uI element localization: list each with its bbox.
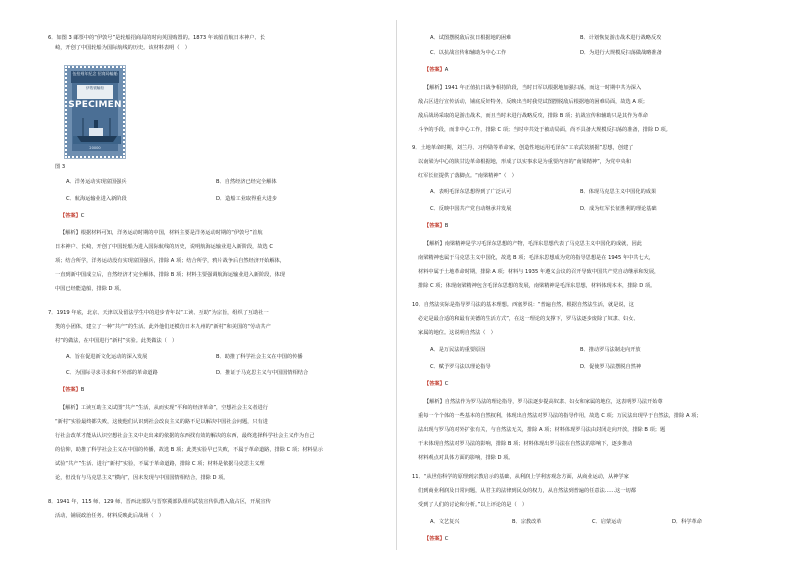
q11-answer-tag: 【答案】 (424, 536, 445, 542)
q7-stem-line-3: 村”的做法，在中国进行“新村”实验。此类做法（ ） (55, 338, 178, 344)
q6-answer-tag: 【答案】 (60, 213, 81, 219)
q9-option-b: B．体现马克思主义中国化的成果 (580, 189, 657, 195)
q10-option-d: D．促使罗马法摆脱自然神 (580, 364, 642, 370)
q7-stem-line-2: 类的小团体，建立了一种“共产”的生活。此外他们还模仿日本九州的“新村”和美国的“劳动共产 (55, 324, 271, 330)
q10-analysis-5: 材料观点对具体方面的影响，排除 D 项。 (418, 455, 514, 461)
q8-answer-tag: 【答案】 (424, 67, 445, 73)
q6-analysis-5: 中国已经能造船，排除 D 项。 (55, 286, 125, 292)
q7-stem-line-1: 7．1919 年底，北京、天津以及留法学生中的进步青年以“工读、互助”为宗旨，组织了互助社一 (48, 310, 269, 316)
q7-analysis-3: 行社会改革才能从认识空想社会主义中走出来的依据的东西找有效的解决的东西，最终选择科学社会主义作为自己 (55, 433, 315, 439)
q6-answer (60, 214, 84, 219)
q6-stem-line-1: 6．如图 3 邮票中的“伊敦号”是轮船招商局的时向英国购置的。1873 年该船首航日本神户、长 (48, 35, 265, 41)
q6-stem-line-2: 崎，开创了中国轮船为国际航线的历史。该材料表明（ ） (55, 45, 190, 51)
q8-stem-line-1: 8．1941 年，115 师、129 师、晋西北部队与晋察冀部队组织武装宣传队潜入敌占区，开展宣传 (48, 499, 271, 505)
q10-analysis-4: 干未体现自然法对罗马法的影响，排除 B 项；材料体现出罗马法在自然法的影响下，逐步推动 (418, 441, 633, 447)
q9-answer (424, 224, 448, 229)
q7-analysis-4: 的信仰，助推了科学社会主义在中国的传播，故选 B 项；此类实验早已失败，不属于革命道路，排除 C 项；材料显示 (55, 447, 323, 453)
stamp-panel: 伊敦號輪船 (77, 85, 113, 99)
q9-stem-line-3: 红军长征提供了落脚点。“南梁精神”（ ） (418, 173, 517, 179)
q6-answer-value: C (80, 213, 85, 219)
q11-stem-line-3: 受到了人们的讨论和分析。”以上评论的是（ ） (418, 502, 528, 508)
q10-stem-line-3: 家属的地位。这说明自然法（ ） (418, 330, 496, 336)
q6-option-b: B．自然经济已经完全解体 (216, 179, 277, 185)
q7-analysis-5: 试验“共产”生活、进行“新村”实验，不属于革命道路，排除 C 项；材料是依据马克思主义理 (55, 461, 265, 467)
q11-option-a: A．文艺复兴 (430, 519, 460, 525)
q10-option-c: C．赋予罗马法以理论指导 (430, 364, 491, 370)
q6-option-d: D．造船工业取得重大进步 (216, 196, 278, 202)
q11-option-c: C．启蒙运动 (592, 519, 622, 525)
ship-icon (73, 116, 121, 144)
q11-stem-line-1: 11．“从世俗科学的原理到宗教启示的基础，从利润上学利害观念方面，从商业运动，从神学家 (412, 474, 629, 480)
q9-answer-tag: 【答案】 (424, 223, 445, 229)
q11-option-d: D．科学革命 (672, 519, 702, 525)
right-column (412, 0, 762, 562)
q10-answer-tag: 【答案】 (424, 381, 445, 387)
q7-option-d: D．推证于马克思主义与中国国情相结合 (216, 370, 309, 376)
q6-option-a: A．洋务运动实现富国强兵 (66, 179, 127, 185)
q10-option-a: A．是万民法的重要原因 (430, 347, 486, 353)
stamp-overprint: SPECIMEN (68, 100, 122, 110)
q7-analysis-6: 论，但没有与马克思主义“横向”，因未发现与中国国情相结合，排除 D 项。 (55, 475, 229, 481)
q8-analysis-2: 敌占区进行宣传活动，铺底反奸特务，反映出当时我党试图摆脱敌后根据地的困难局面，故选 A 项； (418, 99, 648, 105)
q11-option-b: B．宗教改革 (512, 519, 542, 525)
q7-option-c: C．为国际寻求寻求和不外部的革命道路 (66, 370, 158, 376)
q8-option-a: A．试图摆脱敌后抗日根据地的困难 (430, 35, 512, 41)
q9-analysis-2: 南梁精神也属于马克思主义中国化，故选 B 项；毛泽东思想成为党的指导思想是在 1945 年中共七大， (418, 255, 655, 261)
q8-option-b: B．计划恢复游击战术进行战略反攻 (580, 35, 662, 41)
q6-figure-label: 图 3 (55, 164, 66, 170)
q8-option-d: D．为进行大规模反扫荡做战略准备 (580, 50, 662, 56)
stamp-image (65, 66, 125, 158)
q9-answer-value: B (444, 223, 449, 229)
q10-option-b: B．推动罗马法制走向开放 (580, 347, 641, 353)
q9-option-d: D．成为红军长征胜利的理论基础 (580, 206, 657, 212)
q9-analysis-1: 【解析】南梁精神是学习毛泽东思想的产物，毛泽东思想代表了马克思主义中国化的成就，因此 (424, 241, 642, 247)
left-column (36, 0, 378, 562)
q8-analysis-1: 【解析】1941 年正值抗日战争相持阶段，当时日军以根据地加强扫荡，而这一时期中共为深入 (424, 85, 642, 91)
q10-answer (424, 382, 448, 387)
stamp-value: 20000 (89, 146, 101, 150)
q6-analysis-1: 【解析】根据材料可知，洋务运动时期的中国，材料主要是洋务运动时期的“伊敦号”首航 (60, 230, 263, 236)
q8-analysis-3: 敌后战场采取的是游击战术，而且当时未进行战略反攻，排除 B 项；抗战宣传和辅助只是其作为革命 (418, 113, 648, 119)
q9-option-c: C．反映中国共产党自动继承并发展 (430, 206, 512, 212)
q7-answer-tag: 【答案】 (60, 387, 81, 393)
q7-analysis-2: “新村”实验最终都失败，这使他们认识到社会改良主义的路不足以解决中国社会问题，只有进 (55, 419, 268, 425)
q10-analysis-2: 重每一个个体的一些基本的自然权利，体现出自然法对罗马法的指导作用，故选 C 项；万民法出现早于自然法，排除 A 项； (418, 413, 702, 419)
q9-stem-line-1: 9．土地革命时期，刘兰丹、习仲勋等革命家，创造性地运用毛泽东“工农武装割据”思想，创建了 (412, 145, 634, 151)
q8-answer-value: A (444, 67, 449, 73)
q11-stem-line-2: 们到商业利润及日常问题，从君主的法律到民众的权力，从自然法到普遍的任意法……这一切都 (418, 488, 636, 494)
q6-option-c: C．航海运输业进入新阶段 (66, 196, 127, 202)
q11-answer (424, 537, 448, 542)
q7-answer-value: B (80, 387, 85, 393)
q8-option-c: C．以抗战宣传和辅助为中心工作 (430, 50, 507, 56)
q6-analysis-3: 项；结合所学，洋务运动没有实现富国强兵，排除 A 项；结合所学，鸦片战争后自然经济开始解体， (55, 258, 285, 264)
q7-option-a: A．旨在促进新文化运动的深入发展 (66, 354, 148, 360)
q6-analysis-2: 日本神户、长崎，开创了中国轮船为进入国际航线的历史，说明航海运输业进入新阶段，故选 C (55, 244, 273, 250)
q6-analysis-4: 一直到新中国成立后，自然经济才完全解体，排除 B 项；材料主要强调航海运输业进入新阶段，体现 (55, 272, 285, 278)
q8-analysis-4: 斗争的手段，而非中心工作，排除 C 项；当时中共处于被动局面，尚不具备大规模反扫荡的准备，排除 D 项。 (418, 127, 671, 133)
q10-stem-line-2: 必定是最合适的和最有美德的生活方式”，在这一理论的支撑下，罗马法逐步废除了奴隶、妇女、 (418, 316, 639, 322)
column-divider (396, 20, 397, 550)
q10-analysis-3: 法出现与罗马的对外扩张有关，与自然法无关，排除 A 项；材料体现罗马法由封闭走向开放，排除 B 项；题 (418, 427, 666, 433)
stamp-header: 伍拾週年紀念 招商局輪船 (71, 71, 119, 83)
q7-analysis-1: 【解析】工读互助主义试图“共产”生活，从而实现“平和的经济革命”，空想社会主义者进行 (60, 405, 268, 411)
q8-stem-line-2: 活动，铺展政治任务。材料反映此后战场（ ） (55, 513, 164, 519)
q9-option-a: A．表明毛泽东思想得到了广泛认可 (430, 189, 512, 195)
q9-stem-line-2: 以南梁为中心的陕甘边革命根据地，形成了以实事求是为重要内容的“南梁精神”，为党中央和 (418, 159, 631, 165)
q11-answer-value: C (444, 536, 449, 542)
q9-analysis-4: 排除 C 项；体现南梁精神包含毛泽东思想的发展，南梁精神是毛泽东思想，材料体现本本，排除 D 项。 (418, 283, 656, 289)
q7-option-b: B．助推了科学社会主义在中国的传播 (216, 354, 303, 360)
q8-answer (424, 68, 448, 73)
q10-answer-value: C (444, 381, 449, 387)
q9-analysis-3: 材料中属于土地革命时期，排除 A 项；材料与 1935 年遵义会议的召开导致中国共产党自动继承和发展， (418, 269, 660, 275)
q7-answer (60, 388, 84, 393)
q10-stem-line-1: 10．自然法实际是指导罗马法的基本理想。西塞罗说：“普遍自然，根据自然法生活，就是说，这 (412, 302, 634, 308)
q10-analysis-1: 【解析】自然法作为罗马法的理论指导，罗马法逐步提高奴隶、妇女和家属的地位，这表明罗马法开始尊 (424, 399, 663, 405)
